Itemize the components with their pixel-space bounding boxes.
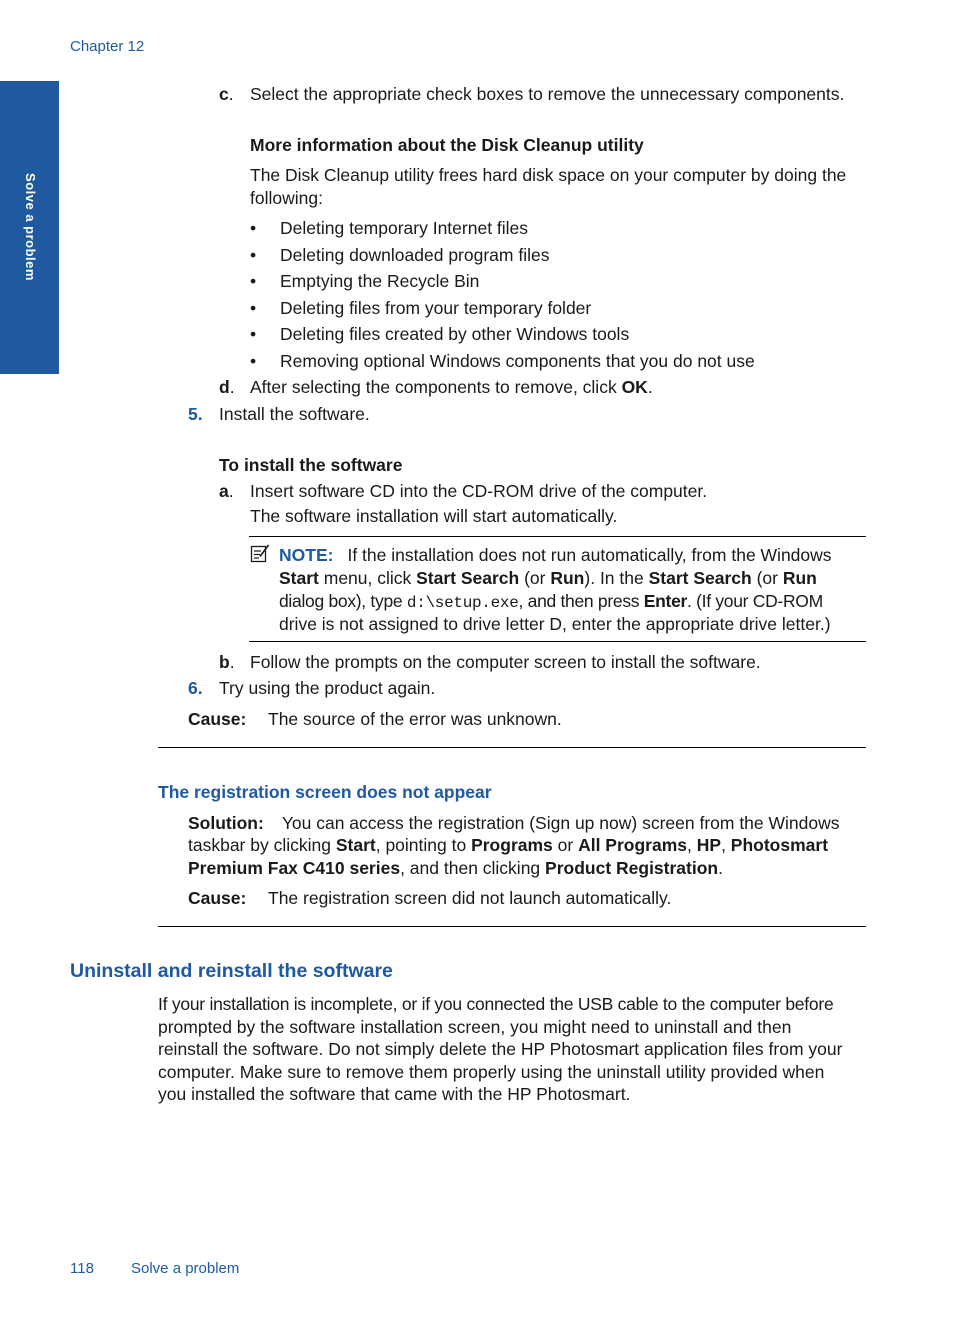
list-item: Removing optional Windows components that you do not use	[280, 351, 755, 371]
paragraph-line: If your installation is incomplete, or if you connected the USB cable to the computer before	[158, 994, 834, 1014]
list-item: Deleting downloaded program files	[280, 245, 550, 265]
step-b-marker: b.	[219, 652, 235, 672]
side-tab-label: Solve a problem	[23, 173, 38, 281]
step-d-text: After selecting the components to remove, click OK.	[250, 377, 653, 397]
page-number: 118	[70, 1260, 94, 1277]
step-6-text: Try using the product again.	[219, 678, 436, 698]
chapter-header: Chapter 12	[70, 38, 145, 55]
step-5-number: 5.	[188, 404, 203, 424]
note-bottom-rule	[249, 641, 866, 642]
list-item: Deleting files from your temporary folder	[280, 298, 592, 318]
note-top-rule	[249, 536, 866, 537]
disk-cleanup-heading: More information about the Disk Cleanup utility	[250, 135, 644, 155]
footer-section: Solve a problem	[131, 1260, 240, 1277]
step-a-text-2: The software installation will start automatically.	[250, 506, 618, 526]
solution-line-3: Premium Fax C410 series, and then clicking Product Registration.	[188, 858, 723, 878]
bullet-icon: •	[250, 324, 257, 344]
list-item: Deleting temporary Internet files	[280, 218, 529, 238]
section-rule	[158, 747, 866, 748]
uninstall-heading: Uninstall and reinstall the software	[70, 960, 393, 982]
note-label: NOTE:	[279, 545, 334, 565]
paragraph-line: computer. Make sure to remove them properly using the uninstall utility provided when	[158, 1061, 825, 1082]
registration-cause-text: The registration screen did not launch automatically.	[268, 888, 672, 908]
paragraph-line: prompted by the software installation screen, you might need to uninstall and then	[158, 1016, 792, 1037]
list-item: Emptying the Recycle Bin	[280, 271, 480, 291]
step-c-text: Select the appropriate check boxes to remove the unnecessary components.	[250, 84, 845, 104]
disk-cleanup-intro-2: following:	[250, 188, 323, 208]
uninstall-paragraph	[158, 993, 842, 1105]
cause-text: The source of the error was unknown.	[268, 709, 562, 729]
setup-command: d:\setup.exe	[406, 594, 519, 612]
solution-line-2: taskbar by clicking Start, pointing to Programs or All Programs, HP, Photosmart	[188, 835, 829, 855]
step-b-text: Follow the prompts on the computer screen to install the software.	[250, 652, 761, 672]
registration-cause-label: Cause:	[188, 888, 247, 908]
registration-heading: The registration screen does not appear	[158, 782, 492, 802]
solution-line-1: Solution: You can access the registration (Sign up now) screen from the Windows	[188, 813, 840, 833]
note-line-2: Start menu, click Start Search (or Run). In the Start Search (or Run	[279, 568, 817, 588]
step-6-number: 6.	[188, 678, 203, 698]
step-a-marker: a.	[219, 481, 234, 501]
section-rule	[158, 926, 866, 927]
bullet-icon: •	[250, 245, 257, 265]
note-line-3: dialog box), type d:\setup.exe, and then press Enter. (If your CD-ROM	[279, 591, 823, 612]
bullet-icon: •	[250, 271, 257, 291]
ok-label: OK	[621, 377, 648, 397]
solution-label: Solution:	[188, 813, 264, 833]
disk-cleanup-intro-1: The Disk Cleanup utility frees hard disk space on your computer by doing the	[250, 165, 847, 185]
note-line-4: drive is not assigned to drive letter D, enter the appropriate drive letter.)	[279, 614, 831, 634]
step-5-text: Install the software.	[219, 404, 370, 424]
paragraph-line: reinstall the software. Do not simply delete the HP Photosmart application files from your	[158, 1039, 843, 1059]
install-heading: To install the software	[219, 455, 403, 475]
note-line-1: NOTE: If the installation does not run automatically, from the Windows	[279, 545, 832, 565]
bullet-icon: •	[250, 218, 257, 238]
step-d-marker: d.	[219, 377, 235, 397]
bullet-icon: •	[250, 298, 257, 318]
step-c-marker: c.	[219, 84, 234, 104]
list-item: Deleting files created by other Windows tools	[280, 324, 630, 344]
paragraph-line: you installed the software that came with the HP Photosmart.	[158, 1084, 631, 1104]
side-tab	[0, 81, 59, 374]
step-a-text: Insert software CD into the CD-ROM drive of the computer.	[250, 481, 708, 501]
cause-label: Cause:	[188, 709, 247, 729]
note-icon	[250, 544, 270, 564]
bullet-icon: •	[250, 351, 257, 371]
